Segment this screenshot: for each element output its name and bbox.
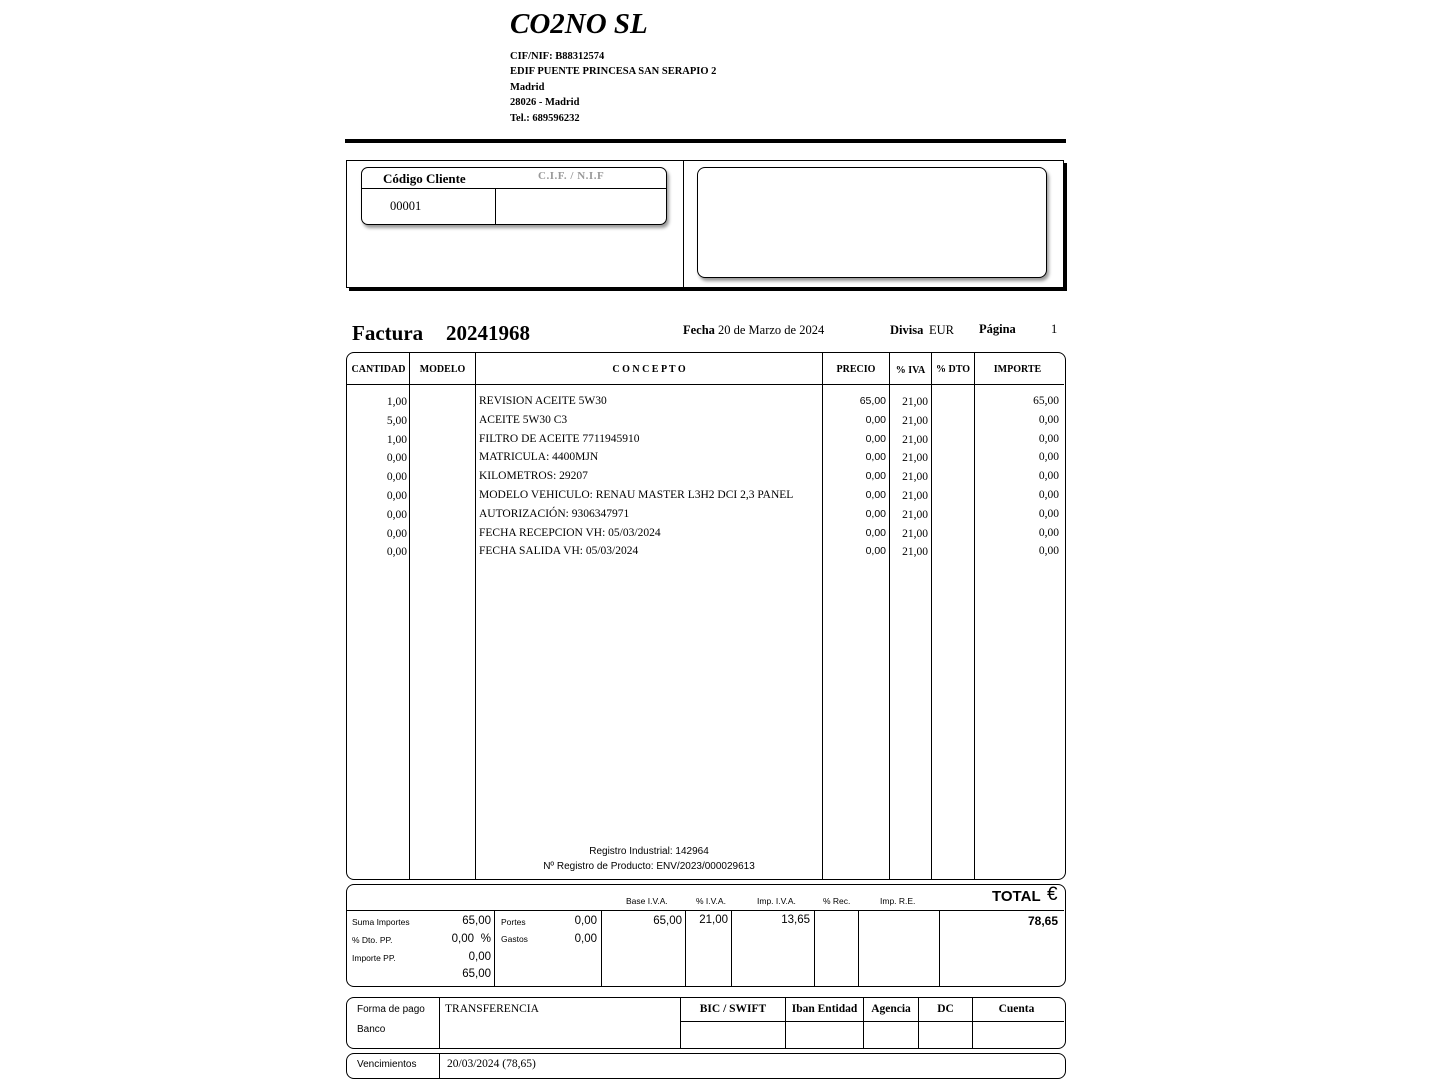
column-divider xyxy=(931,353,932,879)
bank-header-rule xyxy=(681,1021,1064,1022)
row-quantity: 0,00 xyxy=(386,528,407,540)
row-price: 0,00 xyxy=(865,489,886,501)
row-price: 0,00 xyxy=(865,508,886,520)
bank-label: Banco xyxy=(357,1024,386,1035)
row-amount: 0,00 xyxy=(1038,545,1059,557)
row-iva: 21,00 xyxy=(902,546,928,558)
dc-header: DC xyxy=(937,1003,954,1015)
row-price: 0,00 xyxy=(865,545,886,557)
row-price: 0,00 xyxy=(865,527,886,539)
totals-divider xyxy=(685,911,686,986)
suma-importes-value: 65,00 xyxy=(462,915,491,927)
importe-pp-value: 0,00 xyxy=(468,951,491,963)
pct-rec-label: % Rec. xyxy=(823,896,851,906)
row-quantity: 0,00 xyxy=(386,509,407,521)
total-value: 78,65 xyxy=(1027,914,1058,928)
totals-divider xyxy=(601,911,602,986)
client-divider xyxy=(683,160,684,287)
company-phone: Tel.: 689596232 xyxy=(510,113,580,124)
row-iva: 21,00 xyxy=(902,471,928,483)
total-label: TOTAL xyxy=(992,888,1041,905)
row-quantity: 0,00 xyxy=(386,471,407,483)
row-quantity: 5,00 xyxy=(386,415,407,427)
row-quantity: 0,00 xyxy=(386,452,407,464)
row-price: 65,00 xyxy=(859,395,886,407)
invoice-label: Factura xyxy=(352,321,424,345)
row-concept: ACEITE 5W30 C3 xyxy=(479,414,568,426)
importe-pp-label: Importe PP. xyxy=(352,953,396,963)
row-amount: 0,00 xyxy=(1038,508,1059,520)
imp-re-label: Imp. R.E. xyxy=(880,896,916,906)
payment-divider xyxy=(439,998,440,1048)
header-iva: % IVA xyxy=(895,365,926,376)
row-concept: FECHA SALIDA VH: 05/03/2024 xyxy=(479,545,639,557)
imp-iva-label: Imp. I.V.A. xyxy=(757,896,796,906)
row-amount: 0,00 xyxy=(1038,451,1059,463)
base-iva-label: Base I.V.A. xyxy=(626,896,668,906)
due-divider xyxy=(439,1054,440,1078)
header-dto: % DTO xyxy=(936,364,970,375)
company-address: EDIF PUENTE PRINCESA SAN SERAPIO 2 xyxy=(510,66,717,77)
row-concept: FILTRO DE ACEITE 7711945910 xyxy=(479,433,640,445)
payment-method-label: Forma de pago xyxy=(357,1004,425,1015)
row-quantity: 0,00 xyxy=(386,546,407,558)
page-label: Página xyxy=(979,322,1016,336)
date-value: 20 de Marzo de 2024 xyxy=(718,323,825,337)
dto-pp-value: 0,00 xyxy=(451,933,474,945)
totals-divider xyxy=(814,911,815,986)
row-concept: AUTORIZACIÓN: 9306347971 xyxy=(479,508,630,520)
row-amount: 0,00 xyxy=(1038,433,1059,445)
row-iva: 21,00 xyxy=(902,396,928,408)
client-code-separator xyxy=(362,188,666,189)
pct-iva-value: 21,00 xyxy=(699,914,728,926)
base-iva-value: 65,00 xyxy=(653,915,682,927)
row-price: 0,00 xyxy=(865,414,886,426)
page-number: 1 xyxy=(1051,322,1058,336)
due-value: 20/03/2024 (78,65) xyxy=(447,1058,536,1070)
row-iva: 21,00 xyxy=(902,528,928,540)
column-divider xyxy=(409,353,410,879)
company-name: CO2NO SL xyxy=(510,8,648,40)
row-quantity: 1,00 xyxy=(386,434,407,446)
invoice-number: 20241968 xyxy=(446,321,530,345)
header-cantidad: CANTIDAD xyxy=(351,364,406,375)
portes-value: 0,00 xyxy=(574,915,597,927)
due-label: Vencimientos xyxy=(357,1059,417,1070)
imp-iva-value: 13,65 xyxy=(781,914,810,926)
row-iva: 21,00 xyxy=(902,434,928,446)
client-cif-label: C.I.F. / N.I.F xyxy=(538,170,605,182)
totals-divider xyxy=(858,911,859,986)
totals-header-rule xyxy=(347,910,1064,911)
items-table xyxy=(346,352,1066,880)
client-code-value: 00001 xyxy=(390,199,422,213)
iban-entity-header: Iban Entidad xyxy=(791,1003,858,1015)
header-importe: IMPORTE xyxy=(993,364,1042,375)
bic-swift-header: BIC / SWIFT xyxy=(699,1003,767,1015)
column-divider xyxy=(475,353,476,879)
row-quantity: 1,00 xyxy=(386,396,407,408)
pct-iva-label: % I.V.A. xyxy=(696,896,726,906)
row-price: 0,00 xyxy=(865,451,886,463)
totals-divider xyxy=(731,911,732,986)
company-tax-id: CIF/NIF: B88312574 xyxy=(510,51,605,62)
gastos-label: Gastos xyxy=(501,934,528,944)
row-concept: MATRICULA: 4400MJN xyxy=(479,451,599,463)
payment-method-value: TRANSFERENCIA xyxy=(445,1003,539,1015)
company-city: Madrid xyxy=(510,82,545,93)
row-iva: 21,00 xyxy=(902,415,928,427)
account-header: Cuenta xyxy=(998,1003,1035,1015)
row-iva: 21,00 xyxy=(902,490,928,502)
currency-label: Divisa xyxy=(890,323,924,337)
suma-importes-label: Suma Importes xyxy=(352,917,410,927)
column-divider xyxy=(974,353,975,879)
row-amount: 0,00 xyxy=(1038,527,1059,539)
client-address-box xyxy=(697,167,1047,278)
row-amount: 0,00 xyxy=(1038,470,1059,482)
totals-divider xyxy=(494,911,495,986)
company-postal: 28026 - Madrid xyxy=(510,97,580,108)
row-iva: 21,00 xyxy=(902,509,928,521)
currency-value: EUR xyxy=(929,323,954,337)
row-iva: 21,00 xyxy=(902,452,928,464)
header-precio: PRECIO xyxy=(836,364,876,375)
row-quantity: 0,00 xyxy=(386,490,407,502)
header-concepto: C O N C E P T O xyxy=(612,364,686,375)
row-price: 0,00 xyxy=(865,470,886,482)
header-divider xyxy=(345,139,1066,143)
registry-product: Nº Registro de Producto: ENV/2023/000029613 xyxy=(543,861,755,872)
items-header-rule xyxy=(347,384,1064,385)
date-label: Fecha xyxy=(683,323,715,337)
column-divider xyxy=(822,353,823,879)
agency-header: Agencia xyxy=(871,1003,911,1015)
client-code-label: Código Cliente xyxy=(383,171,466,186)
dto-pp-percent: % xyxy=(480,933,491,945)
header-modelo: MODELO xyxy=(419,364,466,375)
row-amount: 65,00 xyxy=(1033,395,1059,407)
row-amount: 0,00 xyxy=(1038,414,1059,426)
column-divider xyxy=(889,353,890,879)
row-concept: KILOMETROS: 29207 xyxy=(479,470,588,482)
row-amount: 0,00 xyxy=(1038,489,1059,501)
subtotal-value: 65,00 xyxy=(462,968,491,980)
portes-label: Portes xyxy=(501,917,526,927)
dto-pp-label: % Dto. PP. xyxy=(352,935,393,945)
row-concept: MODELO VEHICULO: RENAU MASTER L3H2 DCI 2,3 PANEL xyxy=(479,489,794,501)
row-concept: FECHA RECEPCION VH: 05/03/2024 xyxy=(479,527,661,539)
totals-divider xyxy=(939,911,940,986)
client-code-column-separator xyxy=(495,188,496,224)
gastos-value: 0,00 xyxy=(574,933,597,945)
euro-icon: € xyxy=(1047,884,1058,905)
registry-industrial: Registro Industrial: 142964 xyxy=(589,846,709,857)
row-price: 0,00 xyxy=(865,433,886,445)
row-concept: REVISION ACEITE 5W30 xyxy=(479,395,607,407)
